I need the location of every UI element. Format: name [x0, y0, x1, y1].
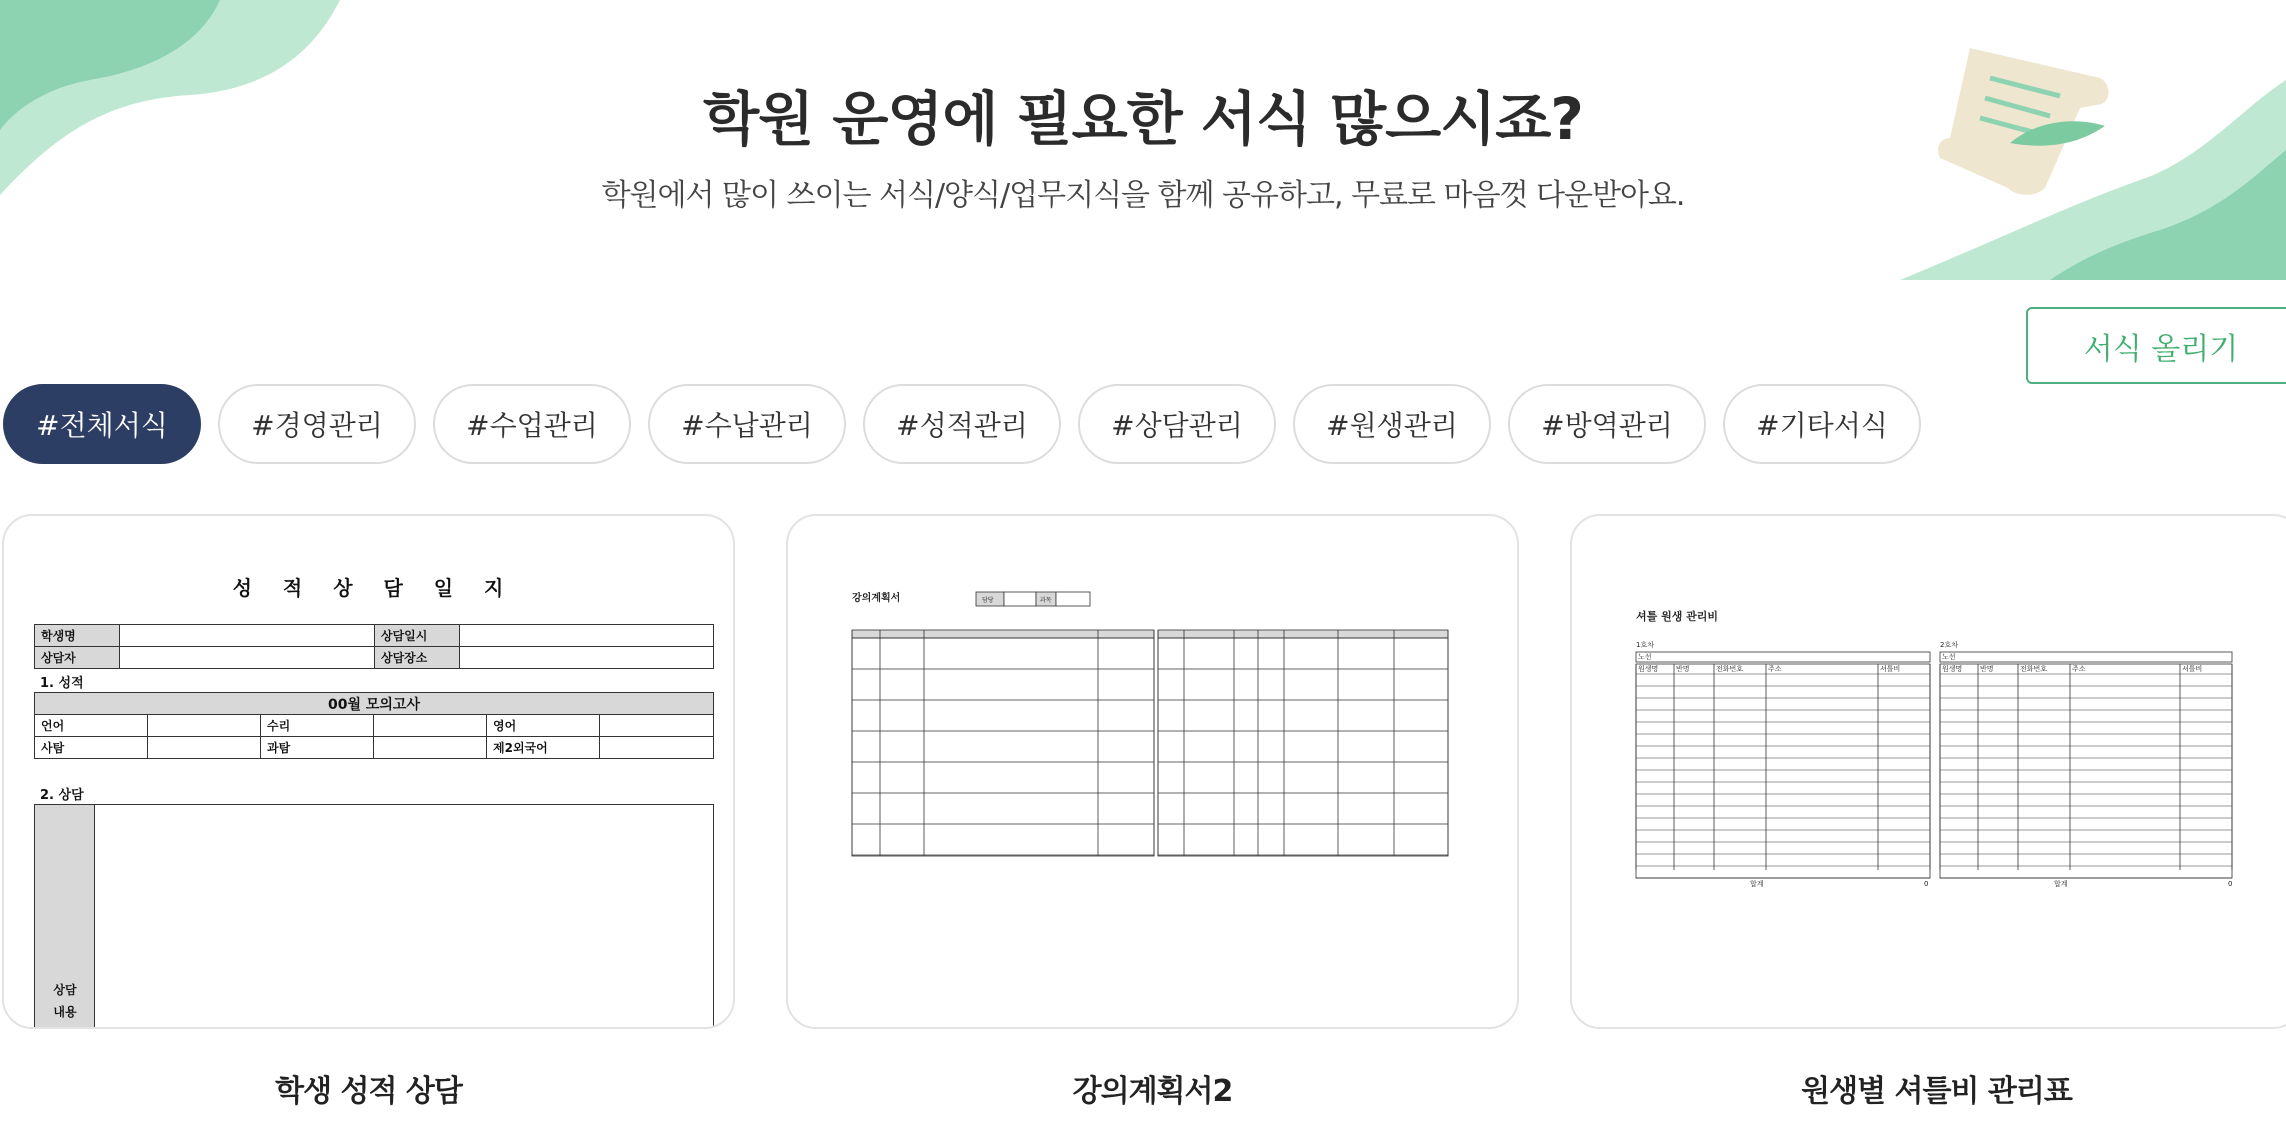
preview-column-header: 원생명 [1942, 665, 1963, 673]
preview-section-label: 1. 성적 [40, 676, 84, 691]
tag-quarantine[interactable]: #방역관리 [1508, 384, 1706, 464]
preview-side-column [35, 805, 95, 1029]
document-preview [1572, 516, 2286, 1029]
preview-grid [1636, 652, 2232, 878]
preview-heading: 셔틀 원생 관리비 [1636, 610, 1719, 623]
preview-grid [852, 630, 1448, 856]
preview-score-table [34, 692, 714, 759]
preview-column-header: 셔틀비 [1880, 665, 1901, 673]
preview-cell: 상담장소 [375, 647, 460, 669]
preview-grid-block [1940, 652, 2232, 662]
preview-grid-block [852, 630, 1154, 638]
document-preview [788, 516, 1519, 1029]
tag-students[interactable]: #원생관리 [1293, 384, 1491, 464]
preview-column-header: 반명 [1980, 665, 1994, 673]
preview-cell: 상담자 [35, 647, 120, 669]
form-card-lecture-plan[interactable] [786, 514, 1519, 1029]
preview-field: 담당 [982, 597, 994, 604]
preview-counsel-box [34, 804, 714, 1029]
preview-grid-block [1940, 664, 2232, 878]
preview-cell: 언어 [35, 715, 148, 737]
preview-cell: 영어 [487, 715, 600, 737]
preview-grid-block [1158, 630, 1448, 638]
preview-cell [600, 737, 714, 759]
tag-management[interactable]: #경영관리 [218, 384, 416, 464]
preview-info-table [34, 624, 714, 669]
preview-group-label: 2호차 [1940, 641, 1958, 649]
tag-grades[interactable]: #성적관리 [863, 384, 1061, 464]
form-card-grade-counseling[interactable] [2, 514, 735, 1029]
banner-subtitle: 학원에서 많이 쓰이는 서식/양식/업무지식을 함께 공유하고, 무료로 마음껏 다운받아요. [601, 178, 1685, 213]
tag-class[interactable]: #수업관리 [433, 384, 631, 464]
card-title[interactable]: 강의계획서2 [1072, 1074, 1233, 1109]
tag-all-forms[interactable]: #전체서식 [3, 384, 201, 464]
preview-cell [148, 715, 261, 737]
preview-cell [120, 625, 375, 647]
banner-title: 학원 운영에 필요한 서식 많으시죠? [703, 85, 1583, 153]
preview-cell: 00월 모의고사 [35, 693, 714, 715]
preview-side-label: 내용 [53, 1005, 77, 1019]
preview-grid-block [1158, 638, 1448, 856]
preview-column-header: 주소 [1768, 665, 1782, 673]
preview-side-label: 상담 [53, 983, 77, 997]
preview-heading: 성 적 상 담 일 지 [232, 576, 516, 600]
preview-cell [148, 737, 261, 759]
preview-column-header: 전화번호 [2020, 665, 2048, 673]
preview-grid-block [1636, 664, 1930, 878]
upload-form-button[interactable]: 서식 올리기 [2026, 307, 2286, 384]
preview-cell: 학생명 [35, 625, 120, 647]
form-card-shuttle-fee[interactable] [1570, 514, 2286, 1029]
preview-grid-block [852, 638, 1154, 856]
preview-cell [600, 715, 714, 737]
tag-counseling[interactable]: #상담관리 [1078, 384, 1276, 464]
preview-cell: 수리 [261, 715, 374, 737]
preview-cell: 과탐 [261, 737, 374, 759]
preview-cell [460, 647, 714, 669]
preview-cell [374, 737, 487, 759]
preview-column-header: 전화번호 [1716, 665, 1744, 673]
card-title[interactable]: 원생별 셔틀비 관리표 [1801, 1074, 2072, 1109]
preview-heading: 강의계획서 [852, 593, 901, 604]
preview-field: 과목 [1040, 597, 1052, 604]
preview-course-label: 노선 [1638, 653, 1652, 661]
preview-cell [460, 625, 714, 647]
tag-payment[interactable]: #수납관리 [648, 384, 846, 464]
preview-total-value: 0 [1924, 880, 1929, 888]
preview-total-label: 합계 [2054, 880, 2068, 888]
preview-column-header: 반명 [1676, 665, 1690, 673]
preview-course-label: 노선 [1942, 653, 1956, 661]
preview-column-header: 원생명 [1638, 665, 1659, 673]
preview-total-value: 0 [2228, 880, 2233, 888]
tag-other[interactable]: #기타서식 [1723, 384, 1921, 464]
preview-cell: 제2외국어 [487, 737, 600, 759]
preview-column-header: 주소 [2072, 665, 2086, 673]
preview-grid-block [1636, 652, 1930, 662]
preview-section-label: 2. 상담 [40, 788, 84, 803]
card-title[interactable]: 학생 성적 상담 [275, 1074, 462, 1109]
preview-total-label: 합계 [1750, 880, 1764, 888]
preview-cell [374, 715, 487, 737]
preview-column-header: 셔틀비 [2182, 665, 2203, 673]
preview-cell: 사탐 [35, 737, 148, 759]
preview-cell: 상담일시 [375, 625, 460, 647]
preview-cell [120, 647, 375, 669]
preview-group-label: 1호차 [1636, 641, 1654, 649]
hero-banner [0, 0, 2286, 280]
